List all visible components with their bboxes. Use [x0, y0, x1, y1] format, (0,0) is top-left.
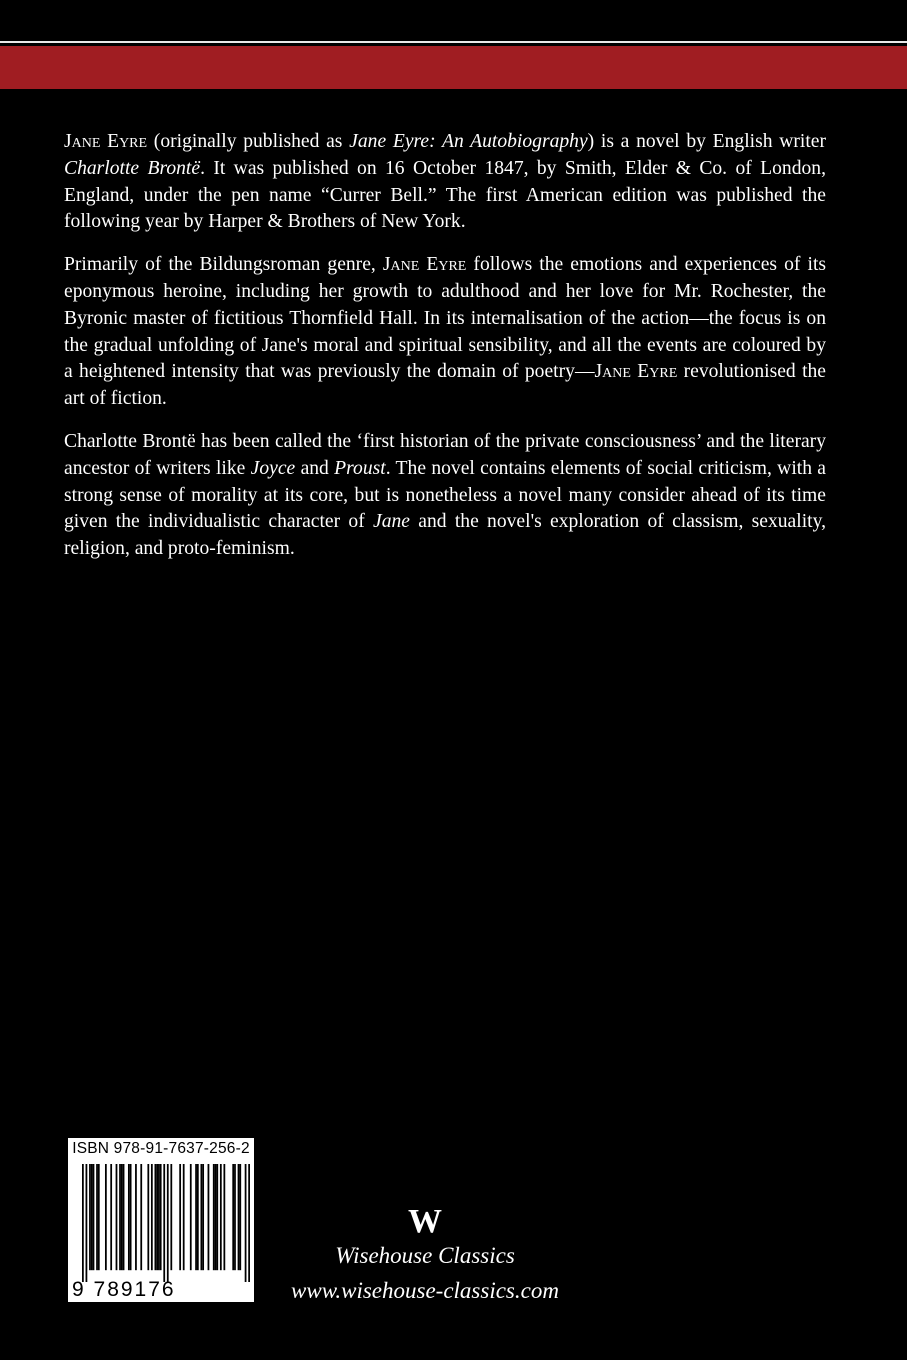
text-run: and the novel's exploration of classism, sexuality, religion, and proto-feminism.	[64, 511, 827, 560]
publisher-logo: W	[408, 1203, 442, 1240]
text-run: ) is a novel by English writer	[587, 131, 827, 152]
barcode-bar	[215, 1164, 217, 1270]
barcode-bar	[238, 1164, 240, 1270]
barcode-bar	[98, 1164, 100, 1270]
blurb-paragraph-3	[64, 429, 826, 563]
barcode-bar	[195, 1164, 197, 1270]
text-run: Charlotte Brontë has been called the ‘first historian of the private consciousness’ and the literary ancestor of writers like	[64, 430, 826, 479]
barcode-bar	[158, 1164, 160, 1270]
barcode-bar	[130, 1164, 132, 1270]
text-run: . It was published on 16 October 1847, by Smith, Elder & Co. of London, England, under the pen name “Currer Bell.” The first American edition was published the following year by Harper & Brothers of New York.	[64, 157, 826, 233]
ean-digits: 9 789176 372562	[72, 1278, 176, 1325]
publisher	[290, 1205, 560, 1304]
title-small-caps: Jane Eyre	[594, 361, 678, 383]
barcode-bar	[170, 1164, 172, 1270]
text-run: and	[295, 457, 335, 479]
red-band	[0, 46, 907, 89]
barcode-bar	[119, 1164, 121, 1270]
barcode-bar	[110, 1164, 112, 1270]
barcode-bar	[93, 1164, 95, 1270]
isbn-label: ISBN 978-91-7637-256-2	[72, 1140, 250, 1157]
barcode-bar	[208, 1164, 210, 1270]
top-rule	[0, 41, 907, 43]
barcode-bar	[96, 1164, 98, 1270]
barcode-bar	[245, 1164, 247, 1282]
barcode-bar	[116, 1164, 118, 1270]
blurb-paragraph-2	[64, 252, 826, 413]
barcode-bar	[232, 1164, 234, 1270]
title-small-caps: Jane Eyre	[64, 131, 148, 152]
barcode-bar	[128, 1164, 130, 1270]
title-small-caps: Jane Eyre	[382, 254, 467, 276]
barcode-bar	[200, 1164, 202, 1270]
text-run: (originally published as	[147, 131, 350, 152]
barcode-bar	[239, 1164, 241, 1270]
barcode-bar	[197, 1164, 199, 1270]
isbn-barcode	[68, 1138, 254, 1325]
text-run: Primarily of the Bildungsroman genre,	[64, 254, 383, 276]
barcode-bar	[167, 1164, 169, 1282]
barcode-bar	[216, 1164, 218, 1270]
barcode-bar	[105, 1164, 107, 1270]
barcode-bar	[202, 1164, 204, 1270]
barcode-bar	[213, 1164, 215, 1270]
barcode-bar	[220, 1164, 222, 1270]
barcode-bar	[123, 1164, 125, 1270]
barcode-bar	[147, 1164, 149, 1270]
italic-run: Joyce	[250, 457, 296, 479]
italic-run: Jane Eyre: An Autobiography	[349, 131, 588, 152]
blurb-paragraph-1	[64, 129, 826, 236]
barcode-bar	[86, 1164, 88, 1282]
barcode-bar	[140, 1164, 142, 1270]
text-run: follows the emotions and experiences of its eponymous heroine, including her growth to adulthood and her love for Mr. Rochester, the Byronic master of fictitious Thornfield Hall. In its internalisation of the action—the focus is on the gradual unfolding of Jane's moral and spiritual sensibility, and all the events are coloured by a heightened intensity that was previously the domain of poetry—	[64, 254, 827, 383]
text-run: . The novel contains elements of social criticism, with a strong sense of morality at its core, but is nonetheless a novel many consider ahead of its time given the individualistic character of	[64, 457, 827, 533]
barcode-bar	[89, 1164, 91, 1270]
barcode-bar	[91, 1164, 93, 1270]
italic-run: Proust	[334, 457, 386, 479]
barcode-bar	[179, 1164, 181, 1270]
barcode-bar	[121, 1164, 123, 1270]
barcode-bar	[190, 1164, 192, 1270]
italic-run: Charlotte Brontë	[64, 157, 201, 179]
barcode-bar	[151, 1164, 153, 1270]
barcode-bar	[183, 1164, 185, 1270]
blurb	[64, 129, 826, 579]
publisher-name: Wisehouse Classics	[335, 1243, 515, 1268]
barcode-bars	[82, 1164, 250, 1282]
barcode-bar	[223, 1164, 225, 1270]
barcode-bar	[160, 1164, 162, 1270]
publisher-url[interactable]: www.wisehouse-classics.com	[291, 1278, 559, 1303]
barcode-bar	[156, 1164, 158, 1270]
barcode-bar	[234, 1164, 236, 1270]
barcode-bar	[135, 1164, 137, 1270]
barcode-bar	[248, 1164, 250, 1282]
barcode-bar	[82, 1164, 84, 1282]
barcode-bar	[155, 1164, 157, 1270]
italic-run: Jane	[373, 511, 411, 533]
barcode-bar	[163, 1164, 165, 1282]
text-run: revolutionised the art of fiction.	[64, 361, 827, 410]
